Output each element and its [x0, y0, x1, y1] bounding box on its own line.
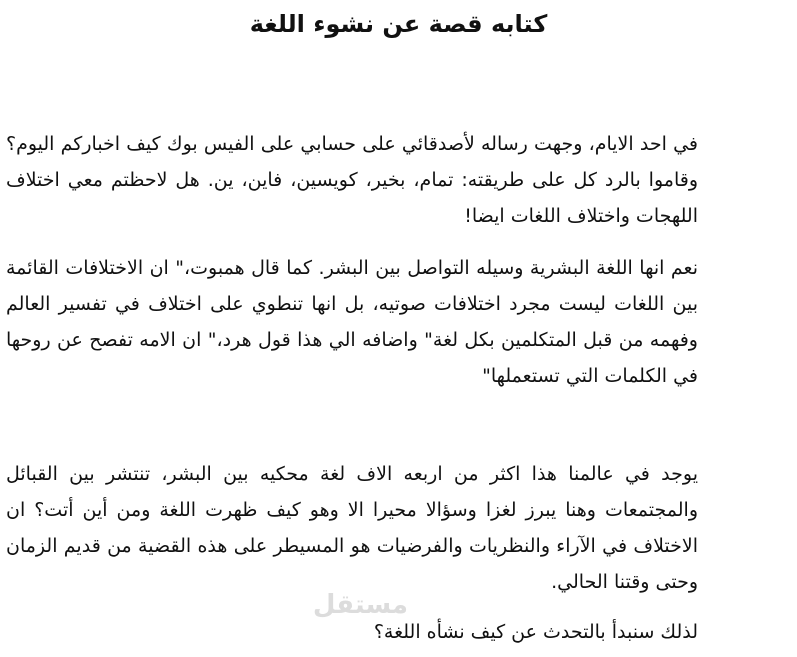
paragraph-1: في احد الايام، وجهت رساله لأصدقائي على حسابي على الفيس بوك كيف اخباركم اليوم؟ وقاموا بالرد كل على طريقته: تمام، بخير، كويسين، فاين، ين. هل لاحظتم معي اختلاف اللهجات واختلاف اللغات ايضا!: [6, 133, 698, 227]
paragraph-3: يوجد في عالمنا هذا اكثر من اربعه الاف لغة محكيه بين البشر، تنتشر بين القبائل والمجتمعات وهنا يبرز لغزا وسؤالا محيرا الا وهو كيف ظهرت اللغة ومن أين أتت؟ ان الاختلاف في الآراء والنظريات والفرضيات هو المسيطر على هذه القضية من قديم الزمان وحتى وقتنا الحالي.: [6, 463, 698, 593]
paragraph-2: نعم انها اللغة البشرية وسيله التواصل بين البشر. كما قال همبوت،" ان الاختلافات القائمة بين اللغات ليست مجرد اختلافات صوتيه، بل انها تنطوي على اختلاف في تفسير العالم وفهمه من قبل المتكلمين بكل لغة" واضافه الي هذا قول هرد،" ان الامه تفصح عن روحها في الكلمات التي تستعملها": [6, 257, 698, 387]
page-title: كتابه قصة عن نشوء اللغة: [249, 10, 548, 38]
watermark-logo: مستقل: [312, 590, 408, 620]
paragraph-4: لذلك سنبدأ بالتحدث عن كيف نشأه اللغة؟: [373, 621, 698, 643]
